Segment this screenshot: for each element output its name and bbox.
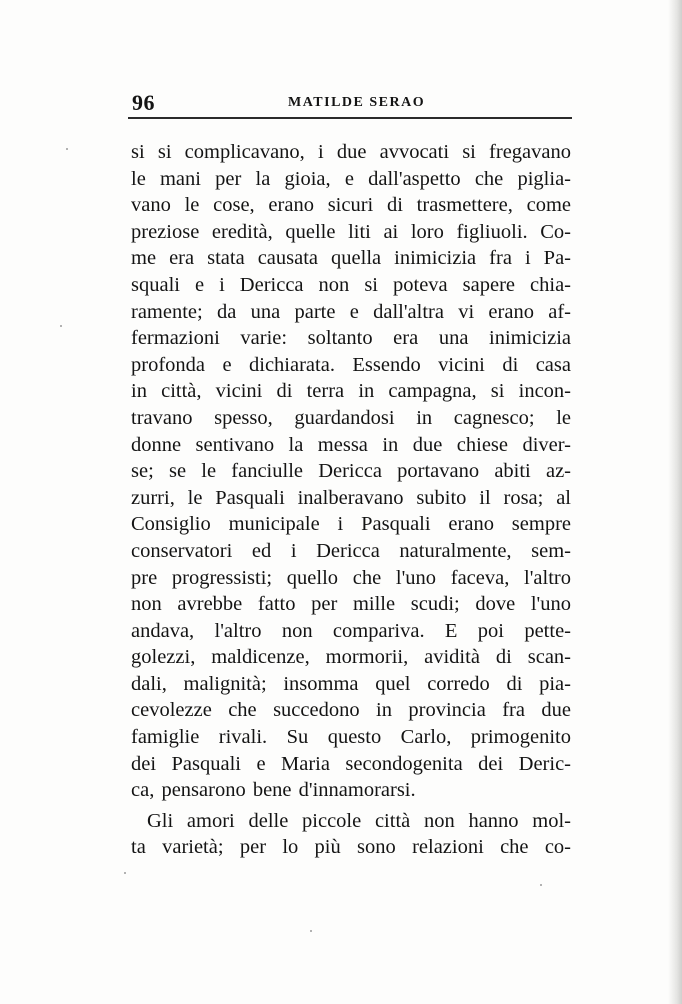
text-line: ca, pensarono bene d'innamorarsi. — [131, 779, 416, 802]
text-line: si si complicavano, i due avvocati si fregavano — [131, 141, 571, 163]
text-line: travano spesso, guardandosi in cagnesco; le — [131, 406, 571, 429]
page-header — [120, 86, 570, 118]
paper-speck — [124, 872, 126, 874]
text-line: vano le cose, erano sicuri di trasmettere, come — [131, 194, 571, 217]
text-line: le mani per la gioia, e dall'aspetto che piglia- — [131, 167, 571, 190]
text-line: me era stata causata quella inimicizia fra i Pa- — [131, 247, 571, 270]
text-line: non avrebbe fatto per mille scudi; dove l'uno — [131, 593, 571, 616]
text-line: in città, vicini di terra in campagna, si incon- — [131, 380, 571, 403]
running-head: MATILDE SERAO — [288, 95, 426, 110]
text-line: zurri, le Pasquali inalberavano subito il rosa; al — [131, 486, 571, 509]
text-line: dali, malignità; insomma quel corredo di pia- — [131, 672, 571, 695]
text-line: andava, l'altro non compariva. E poi pette- — [131, 619, 571, 642]
text-line: profonda e dichiarata. Essendo vicini di casa — [131, 353, 571, 376]
page-number: 96 — [132, 90, 155, 115]
header-rule — [128, 117, 572, 119]
text-line: cevolezze che succedono in provincia fra due — [131, 699, 571, 722]
paragraph-2 — [131, 808, 571, 861]
text-line: famiglie rivali. Su questo Carlo, primogenito — [131, 726, 571, 749]
body-text — [131, 139, 571, 861]
paper-speck — [540, 884, 542, 886]
paragraph-1 — [131, 139, 571, 804]
paper-speck — [60, 325, 62, 327]
paper-speck — [66, 148, 68, 150]
text-line: donne sentivano la messa in due chiese diver- — [131, 433, 571, 456]
page-edge-shadow — [668, 0, 682, 1004]
text-line: ramente; da una parte e dall'altra vi erano af- — [131, 300, 571, 323]
paper-speck — [310, 930, 312, 932]
text-line: pre progressisti; quello che l'uno faceva, l'altro — [131, 566, 571, 589]
text-line: se; se le fanciulle Dericca portavano abiti az- — [131, 460, 571, 483]
text-line: fermazioni varie: soltanto era una inimicizia — [131, 327, 571, 350]
text-line: golezzi, maldicenze, mormorii, avidità di scan- — [131, 646, 571, 669]
text-line: conservatori ed i Dericca naturalmente, sem- — [131, 539, 571, 562]
text-line: preziose eredità, quelle liti ai loro figliuoli. Co- — [131, 220, 571, 243]
text-line: ta varietà; per lo più sono relazioni che co- — [131, 836, 571, 859]
text-line: Gli amori delle piccole città non hanno mol- — [147, 809, 571, 832]
text-line: Consiglio municipale i Pasquali erano sempre — [131, 513, 571, 536]
text-line: dei Pasquali e Maria secondogenita dei Deric- — [131, 752, 571, 775]
text-line: squali e i Dericca non si poteva sapere chia- — [131, 273, 571, 296]
